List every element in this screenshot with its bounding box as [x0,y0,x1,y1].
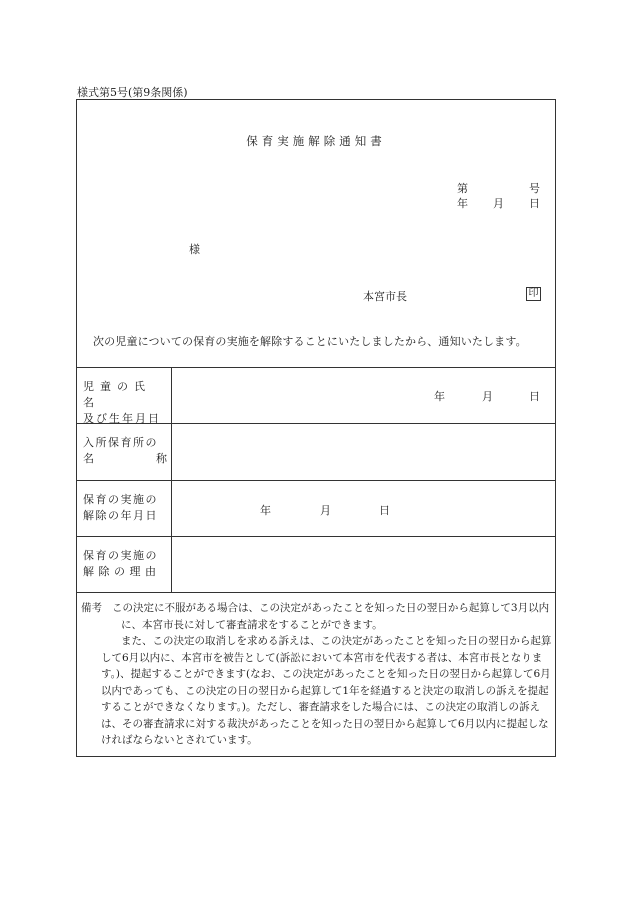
seal-mark: 印 [526,287,541,301]
notes-section [81,600,553,749]
notes-heading: 備考 [81,602,102,614]
nursery-name-label [83,435,167,467]
label-column-divider [171,367,172,592]
addressee-suffix: 様 [189,243,200,256]
cancel-date-label [83,492,167,524]
document-title: 保育実施解除通知書 [246,134,386,148]
notes-text-1: この決定に不服がある場合は、この決定があったことを知った日の翌日から起算して3月以内に、本宮市長に対して審査請求をすることができます。 [112,602,550,631]
table-bottom-line [77,592,555,593]
nursery-name-label-char2: 称 [156,452,167,465]
number-prefix: 第 [457,182,468,195]
issue-date-year: 年 [457,197,468,210]
birth-month: 月 [482,390,493,403]
form-number-label: 様式第5号(第9条関係) [77,86,188,99]
table-top-line [77,367,555,368]
cancel-day: 日 [379,504,390,517]
number-suffix: 号 [529,182,540,195]
cancel-date-label-line2: 解除の年月日 [83,509,158,522]
birth-year: 年 [434,390,445,403]
cancel-year: 年 [260,504,271,517]
label-line [83,451,167,467]
notes-paragraph-2: また、この決定の取消しを求める訴えは、この決定があったことを知った日の翌日から起算して6月以内に、本宮市を被告として(訴訟において本宮市を代表する者は、本宮市長となります。)、提起することができます(なお、この決定があったことを知った日の翌日から起算して6月以内であっても、この決定の日の翌日から起算して1年を経過すると決定の取消しの訴えを提起することができなくなります。)。ただし、審査請求をした場合には、この決定の取消しの訴えは、その審査請求に対する裁決があったことを知った日の翌日から起算して6月以内に提起しなければならないとされています。 [101,635,552,746]
issue-date-day: 日 [529,197,540,210]
child-name-label [83,379,167,427]
nursery-name-label-char1: 名 [83,452,94,465]
cancel-month: 月 [320,504,331,517]
nursery-name-label-line1: 入所保育所の [83,436,158,449]
child-name-label-line2: 及び生年月日 [83,412,161,425]
child-name-label-line1: 児童の氏名 [83,380,151,409]
notes-paragraph-1 [81,600,553,633]
label-line [83,379,167,411]
cancel-reason-label-line1: 保育の実施の [83,549,158,562]
cancel-reason-label [83,548,167,580]
cancel-date-label-line1: 保育の実施の [83,493,158,506]
row-divider [77,536,555,537]
cancel-reason-label-line2: 解除の理由 [83,565,161,578]
issuer-name: 本宮市長 [363,290,407,303]
notice-form [76,99,556,757]
intro-text: 次の児童についての保育の実施を解除することにいたしましたから、通知いたします。 [93,335,527,348]
row-divider [77,480,555,481]
issue-date-month: 月 [493,197,504,210]
birth-day: 日 [529,390,540,403]
